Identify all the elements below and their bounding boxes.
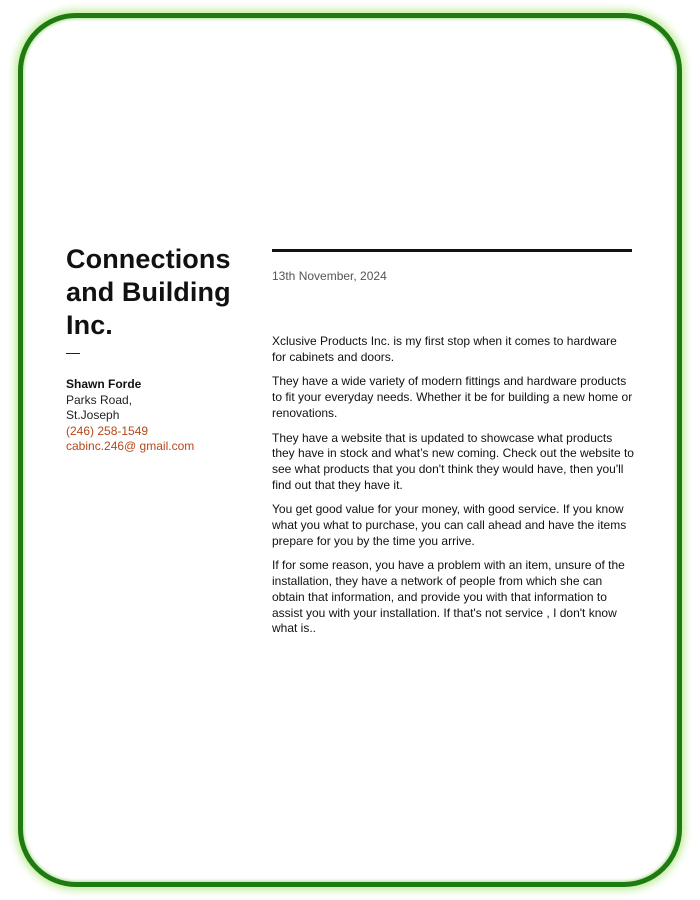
sender-column <box>66 243 256 455</box>
paragraph: They have a website that is updated to showcase what products they have in stock and what’s new coming. Check out the website to see what products that you don't think they would have, then you'll find out that they have it. <box>272 430 634 492</box>
sender-name: Shawn Forde <box>66 377 142 391</box>
paragraph: They have a wide variety of modern fittings and hardware products to fit your everyday needs. Whether it be for building a new home or renovations. <box>272 374 633 420</box>
paragraph: Xclusive Products Inc. is my first stop when it comes to hardware for cabinets and doors. <box>272 334 617 364</box>
sender-details <box>66 377 256 455</box>
phone-number: (246) 258-1549 <box>66 423 149 438</box>
letter-date: 13th November, 2024 <box>272 269 387 283</box>
letter-column <box>272 249 634 646</box>
header-rule <box>272 249 632 252</box>
email-address: cabinc.246@ gmail.com <box>66 439 195 453</box>
company-divider <box>66 353 80 354</box>
address-line-1: Parks Road, <box>66 392 133 407</box>
company-name: Connections and Building Inc. <box>66 244 231 340</box>
address-line-2: St.Joseph <box>66 408 120 422</box>
paragraph: You get good value for your money, with good service. If you know what you what to purchase, you can call ahead and have the items prepare for you by the time you arrive. <box>272 502 627 548</box>
paragraph: If for some reason, you have a problem with an item, unsure of the installation, they have a network of people from which she can obtain that information, and provide you with that information to assist you with your installation. If that's not service , I don't know what is.. <box>272 558 625 636</box>
letter-body <box>272 334 634 637</box>
